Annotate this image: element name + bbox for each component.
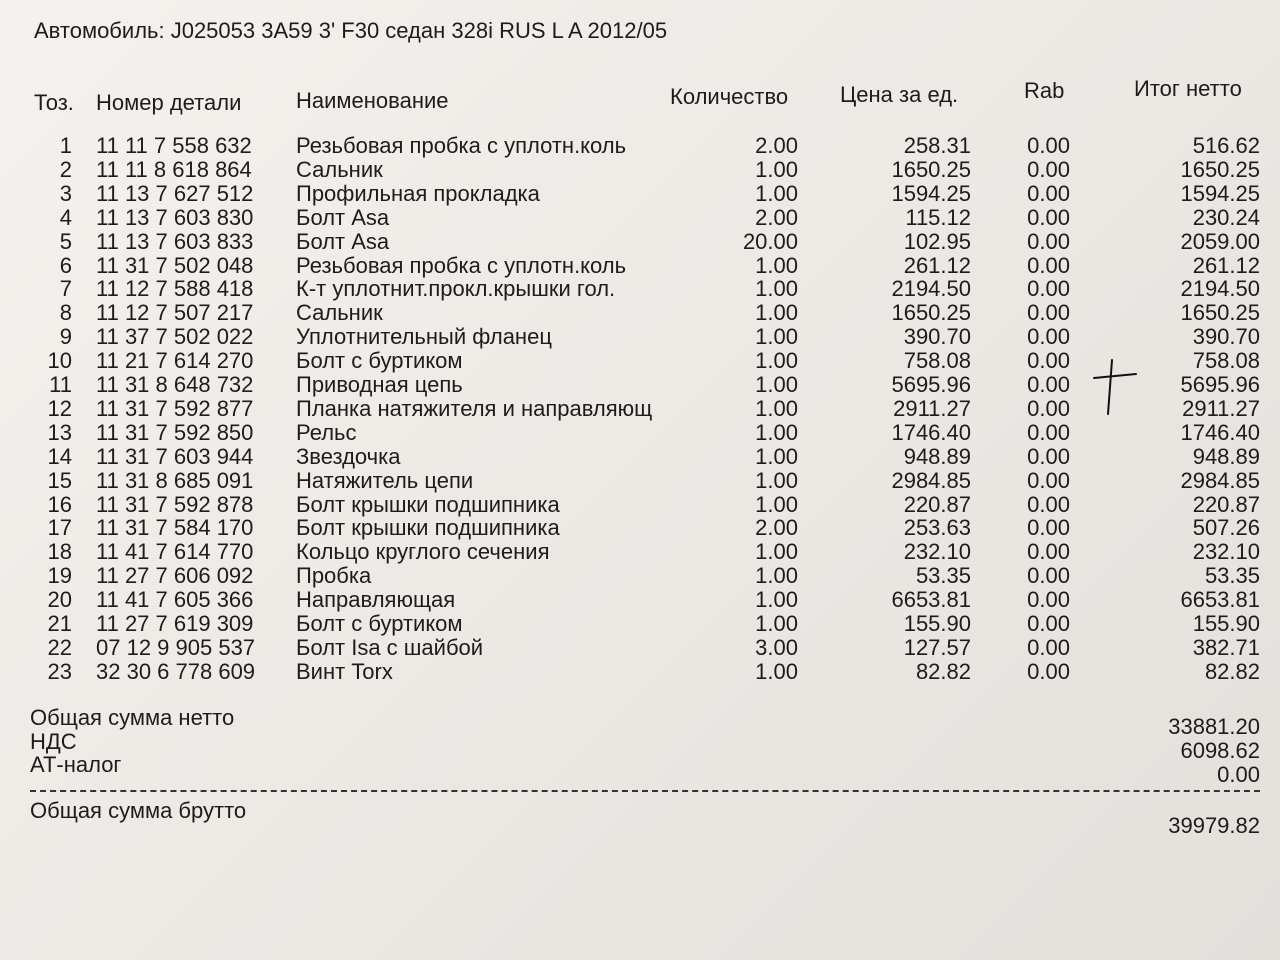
table-row	[0, 182, 1280, 206]
table-row	[0, 397, 1280, 421]
row-unit-price: 102.95	[903, 228, 971, 254]
row-unit-price: 1650.25	[891, 300, 971, 326]
row-name: Кольцо круглого сечения	[296, 539, 550, 565]
row-rab: 0.00	[1027, 634, 1070, 660]
gross-total-value: 39979.82	[1168, 813, 1260, 838]
row-rab: 0.00	[1027, 491, 1070, 517]
row-net-total: 758.08	[1192, 348, 1260, 374]
row-part-number: 11 37 7 502 022	[96, 324, 254, 350]
row-rab: 0.00	[1027, 324, 1070, 350]
row-unit-price: 6653.81	[891, 587, 971, 613]
row-rab: 0.00	[1027, 395, 1070, 421]
row-rab: 0.00	[1027, 419, 1070, 445]
row-part-number: 11 11 8 618 864	[96, 156, 252, 182]
table-row	[0, 588, 1280, 612]
header-quantity: Количество	[670, 84, 789, 109]
row-net-total: 155.90	[1192, 611, 1260, 636]
row-pos: 21	[47, 611, 72, 636]
row-name: Приводная цепь	[296, 372, 463, 397]
row-pos: 3	[59, 180, 72, 206]
row-pos: 7	[59, 276, 72, 302]
row-pos: 15	[47, 467, 72, 493]
row-net-total: 516.62	[1192, 133, 1260, 158]
row-name: Болт Asa	[296, 228, 390, 254]
row-pos: 1	[59, 133, 72, 158]
vat-value: 6098.62	[1180, 738, 1260, 763]
row-net-total: 382.71	[1192, 634, 1260, 660]
row-pos: 12	[47, 395, 72, 421]
row-part-number: 11 13 7 603 833	[96, 228, 254, 254]
table-row	[0, 325, 1280, 349]
row-name: Болт Isa с шайбой	[296, 634, 484, 660]
table-row	[0, 254, 1280, 278]
row-unit-price: 390.70	[903, 324, 971, 350]
row-name: Звездочка	[296, 443, 401, 469]
table-row	[0, 660, 1280, 684]
row-part-number: 11 31 7 502 048	[96, 252, 254, 278]
row-unit-price: 1594.25	[891, 180, 971, 206]
row-quantity: 1.00	[755, 467, 798, 493]
row-unit-price: 253.63	[903, 515, 971, 541]
table-row	[0, 230, 1280, 254]
row-part-number: 11 31 7 592 850	[96, 419, 254, 445]
row-pos: 14	[47, 443, 72, 469]
row-rab: 0.00	[1027, 204, 1070, 230]
row-net-total: 5695.96	[1180, 372, 1260, 397]
row-pos: 22	[47, 634, 72, 660]
row-unit-price: 220.87	[903, 491, 971, 517]
dashed-separator	[30, 790, 1260, 792]
row-unit-price: 127.57	[903, 634, 971, 660]
row-net-total: 948.89	[1192, 443, 1260, 469]
table-row	[0, 469, 1280, 493]
header-unit-price: Цена за ед.	[840, 82, 959, 107]
row-pos: 4	[59, 204, 72, 230]
row-name: Болт Asa	[296, 204, 390, 230]
table-row	[0, 158, 1280, 182]
row-name: Болт с буртиком	[296, 348, 463, 374]
row-pos: 8	[59, 300, 72, 326]
row-name: Болт крышки подшипника	[296, 491, 560, 517]
row-net-total: 82.82	[1204, 658, 1260, 684]
row-pos: 16	[47, 491, 72, 517]
row-unit-price: 2984.85	[891, 467, 971, 493]
row-pos: 13	[47, 419, 72, 445]
row-pos: 11	[49, 372, 72, 397]
row-quantity: 1.00	[755, 611, 798, 636]
header-part-number: Номер детали	[96, 90, 242, 115]
table-row	[0, 445, 1280, 469]
row-unit-price: 1650.25	[891, 156, 971, 182]
row-net-total: 2911.27	[1182, 395, 1260, 421]
table-row	[0, 301, 1280, 325]
row-part-number: 11 31 8 685 091	[96, 467, 254, 493]
table-row	[0, 349, 1280, 373]
row-name: К-т уплотнит.прокл.крышки гол.	[296, 276, 616, 302]
at-tax-value: 0.00	[1217, 762, 1260, 787]
vat-label: НДС	[30, 729, 77, 754]
row-part-number: 07 12 9 905 537	[96, 634, 256, 660]
row-quantity: 1.00	[755, 300, 798, 326]
row-pos: 9	[59, 324, 72, 350]
row-unit-price: 2194.50	[891, 276, 971, 302]
row-unit-price: 115.12	[905, 204, 971, 230]
row-rab: 0.00	[1027, 539, 1070, 565]
row-part-number: 11 11 7 558 632	[96, 133, 252, 158]
handwritten-cross-mark	[1090, 358, 1140, 416]
row-name: Болт с буртиком	[296, 611, 463, 636]
row-part-number: 11 21 7 614 270	[96, 348, 254, 374]
row-rab: 0.00	[1027, 515, 1070, 541]
row-part-number: 11 31 7 592 878	[96, 491, 254, 517]
row-quantity: 1.00	[755, 491, 798, 517]
row-quantity: 1.00	[755, 539, 798, 565]
row-unit-price: 948.89	[903, 443, 971, 469]
row-unit-price: 5695.96	[891, 372, 971, 397]
table-row	[0, 493, 1280, 517]
row-pos: 5	[59, 228, 72, 254]
row-part-number: 11 31 7 584 170	[96, 515, 254, 541]
row-quantity: 1.00	[755, 180, 798, 206]
table-row	[0, 134, 1280, 158]
row-quantity: 3.00	[755, 634, 798, 660]
row-net-total: 2194.50	[1180, 276, 1260, 302]
row-net-total: 2984.85	[1180, 467, 1260, 493]
row-name: Направляющая	[296, 587, 456, 613]
row-pos: 10	[47, 348, 72, 374]
row-net-total: 2059.00	[1180, 228, 1260, 254]
row-quantity: 1.00	[755, 395, 798, 421]
row-pos: 23	[47, 658, 72, 684]
row-name: Планка натяжителя и направляющ	[296, 395, 653, 421]
vehicle-line: Автомобиль: J025053 3A59 3' F30 седан 328i RUS L A 2012/05	[34, 18, 668, 43]
row-pos: 6	[59, 252, 72, 278]
row-quantity: 1.00	[755, 348, 798, 374]
row-pos: 19	[47, 563, 72, 589]
row-name: Резьбовая пробка с уплотн.коль	[296, 252, 627, 278]
row-name: Сальник	[296, 156, 383, 182]
row-name: Рельс	[296, 419, 357, 445]
row-unit-price: 258.31	[903, 133, 971, 158]
row-part-number: 11 41 7 605 366	[96, 587, 254, 613]
row-part-number: 11 31 7 592 877	[96, 395, 254, 421]
table-row	[0, 373, 1280, 397]
gross-total-label: Общая сумма брутто	[30, 798, 247, 823]
row-rab: 0.00	[1027, 180, 1070, 206]
row-part-number: 32 30 6 778 609	[96, 658, 256, 684]
table-row	[0, 636, 1280, 660]
row-net-total: 230.24	[1192, 204, 1260, 230]
row-pos: 20	[47, 587, 72, 613]
row-quantity: 2.00	[755, 133, 798, 158]
row-rab: 0.00	[1027, 611, 1070, 636]
row-quantity: 1.00	[755, 563, 798, 589]
row-rab: 0.00	[1027, 467, 1070, 493]
row-quantity: 1.00	[755, 658, 798, 684]
row-quantity: 1.00	[755, 276, 798, 302]
table-row	[0, 516, 1280, 540]
row-pos: 18	[47, 539, 72, 565]
row-net-total: 1594.25	[1180, 180, 1260, 206]
row-name: Уплотнительный фланец	[296, 324, 552, 350]
row-quantity: 1.00	[755, 372, 798, 397]
row-part-number: 11 31 7 603 944	[96, 443, 254, 469]
row-net-total: 507.26	[1192, 515, 1260, 541]
row-net-total: 1650.25	[1180, 156, 1260, 182]
row-net-total: 261.12	[1192, 252, 1260, 278]
row-rab: 0.00	[1027, 156, 1070, 182]
row-rab: 0.00	[1027, 228, 1070, 254]
row-quantity: 1.00	[755, 419, 798, 445]
row-rab: 0.00	[1027, 587, 1070, 613]
row-name: Пробка	[296, 563, 372, 589]
header-rab: Rab	[1024, 78, 1065, 103]
row-name: Винт Torx	[296, 658, 393, 684]
header-name: Наименование	[296, 88, 449, 113]
row-rab: 0.00	[1027, 372, 1070, 397]
row-net-total: 220.87	[1192, 491, 1260, 517]
row-part-number: 11 31 8 648 732	[96, 372, 254, 397]
row-rab: 0.00	[1027, 658, 1070, 684]
table-row	[0, 421, 1280, 445]
row-name: Сальник	[296, 300, 383, 326]
row-quantity: 1.00	[755, 443, 798, 469]
row-part-number: 11 12 7 507 217	[96, 300, 254, 326]
row-name: Болт крышки подшипника	[296, 515, 560, 541]
row-net-total: 390.70	[1192, 324, 1260, 350]
at-tax-label: АТ-налог	[30, 752, 122, 777]
row-net-total: 1746.40	[1180, 419, 1260, 445]
row-rab: 0.00	[1027, 348, 1070, 374]
row-net-total: 1650.25	[1180, 300, 1260, 326]
row-rab: 0.00	[1027, 133, 1070, 158]
row-rab: 0.00	[1027, 252, 1070, 278]
table-row	[0, 564, 1280, 588]
row-pos: 17	[47, 515, 72, 541]
row-part-number: 11 13 7 603 830	[96, 204, 254, 230]
row-net-total: 6653.81	[1180, 587, 1260, 613]
row-name: Резьбовая пробка с уплотн.коль	[296, 133, 627, 158]
row-unit-price: 232.10	[903, 539, 971, 565]
table-row	[0, 206, 1280, 230]
row-rab: 0.00	[1027, 276, 1070, 302]
net-total-label: Общая сумма нетто	[30, 705, 235, 730]
row-net-total: 232.10	[1192, 539, 1260, 565]
row-unit-price: 261.12	[903, 252, 971, 278]
row-pos: 2	[59, 156, 72, 182]
row-rab: 0.00	[1027, 443, 1070, 469]
row-unit-price: 155.90	[903, 611, 971, 636]
row-unit-price: 1746.40	[891, 419, 971, 445]
row-quantity: 20.00	[742, 228, 798, 254]
row-quantity: 2.00	[755, 204, 798, 230]
row-quantity: 1.00	[755, 252, 798, 278]
table-row	[0, 540, 1280, 564]
row-rab: 0.00	[1027, 300, 1070, 326]
row-part-number: 11 27 7 606 092	[96, 563, 254, 589]
row-part-number: 11 12 7 588 418	[96, 276, 254, 302]
row-part-number: 11 27 7 619 309	[96, 611, 254, 636]
header-pos: Тоз.	[34, 90, 74, 115]
row-name: Натяжитель цепи	[296, 467, 474, 493]
table-row	[0, 277, 1280, 301]
row-unit-price: 2911.27	[893, 395, 971, 421]
row-net-total: 53.35	[1204, 563, 1260, 589]
row-unit-price: 82.82	[915, 658, 971, 684]
row-unit-price: 758.08	[903, 348, 971, 374]
row-quantity: 2.00	[755, 515, 798, 541]
net-total-value: 33881.20	[1168, 714, 1260, 739]
row-part-number: 11 13 7 627 512	[96, 180, 254, 206]
header-net-total: Итог нетто	[1134, 76, 1242, 101]
row-part-number: 11 41 7 614 770	[96, 539, 254, 565]
row-rab: 0.00	[1027, 563, 1070, 589]
table-row	[0, 612, 1280, 636]
row-quantity: 1.00	[755, 324, 798, 350]
row-name: Профильная прокладка	[296, 180, 540, 206]
row-unit-price: 53.35	[915, 563, 971, 589]
row-quantity: 1.00	[755, 587, 798, 613]
row-quantity: 1.00	[755, 156, 798, 182]
